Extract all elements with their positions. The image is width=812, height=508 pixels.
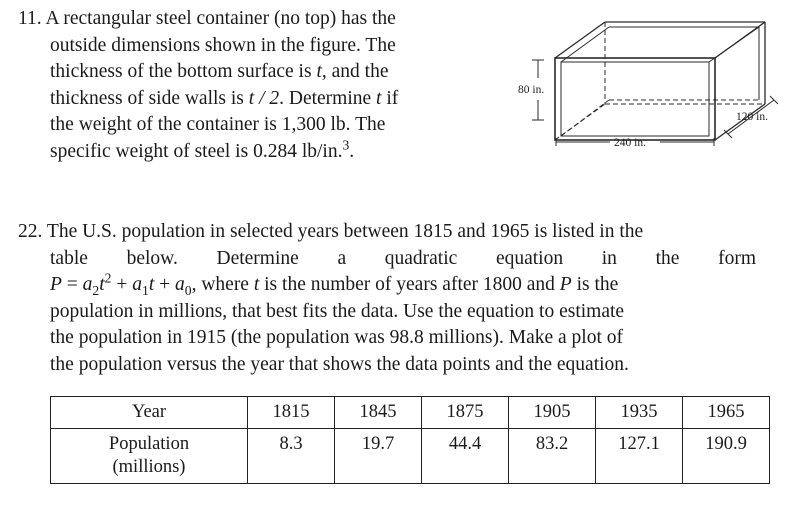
problem-number: 22.	[18, 221, 43, 242]
problem-22-line-3: $P = a_2t^2 + a_1t + a_0$, where t is the number of years after 1800 and P is the	[50, 270, 619, 298]
problem-11-line-6: specific weight of steel is 0.284 lb/in.$^3$.	[50, 137, 355, 162]
problem-11-line-1: 11. A rectangular steel container (no top) has the	[18, 8, 396, 29]
year-header: Year	[51, 397, 248, 429]
problem-11-line-4: thickness of side walls is t / 2. Determine t if	[50, 87, 399, 109]
depth-label: 120 in.	[736, 111, 768, 123]
table-cell-year: 1815	[248, 397, 335, 429]
problem-number: 11.	[18, 8, 42, 29]
population-table	[50, 396, 770, 484]
problem-22-line-5: the population in 1915 (the population was 98.8 millions). Make a plot of	[50, 327, 624, 348]
box-front-face	[555, 58, 715, 140]
table-cell-population: 8.3	[248, 429, 335, 484]
table-row-years	[51, 397, 770, 429]
box-inner-face	[561, 62, 709, 136]
table-cell-population: 44.4	[422, 429, 509, 484]
table-cell-population: 83.2	[509, 429, 596, 484]
table-cell-population: 127.1	[596, 429, 683, 484]
table-cell-year: 1935	[596, 397, 683, 429]
height-label: 80 in.	[518, 84, 545, 96]
variable-t: t	[376, 87, 382, 109]
wall-thickness-expr: t / 2	[248, 87, 280, 109]
problem-11-line-5: the weight of the container is 1,300 lb. The	[50, 114, 386, 135]
container-figure	[510, 20, 780, 160]
table-cell-year: 1845	[335, 397, 422, 429]
problem-11-line-3: thickness of the bottom surface is t, and the	[50, 61, 389, 82]
table-cell-year: 1875	[422, 397, 509, 429]
quadratic-equation: $P = a_2t^2 + a_1t + a_0$,	[50, 270, 197, 298]
problem-11	[18, 6, 508, 165]
table-cell-year: 1905	[509, 397, 596, 429]
problem-22-line-6: the population versus the year that shows the data points and the equation.	[50, 353, 629, 375]
problem-22-line-1: 22. The U.S. population in selected years between 1815 and 1965 is listed in the	[18, 221, 644, 242]
population-header: Population (millions)	[51, 429, 248, 484]
problem-22-line-2: table below. Determine a quadratic equation in the form	[50, 247, 756, 269]
problem-22-line-4: population in millions, that best fits the data. Use the equation to estimate	[50, 300, 625, 322]
table-row-population	[51, 429, 770, 484]
problem-11-line-2: outside dimensions shown in the figure. The	[50, 34, 396, 56]
problem-22	[18, 219, 756, 378]
table-cell-population: 190.9	[683, 429, 770, 484]
variable-t: t	[316, 61, 322, 82]
table-cell-year: 1965	[683, 397, 770, 429]
width-label: 240 in.	[614, 137, 646, 149]
table-cell-population: 19.7	[335, 429, 422, 484]
